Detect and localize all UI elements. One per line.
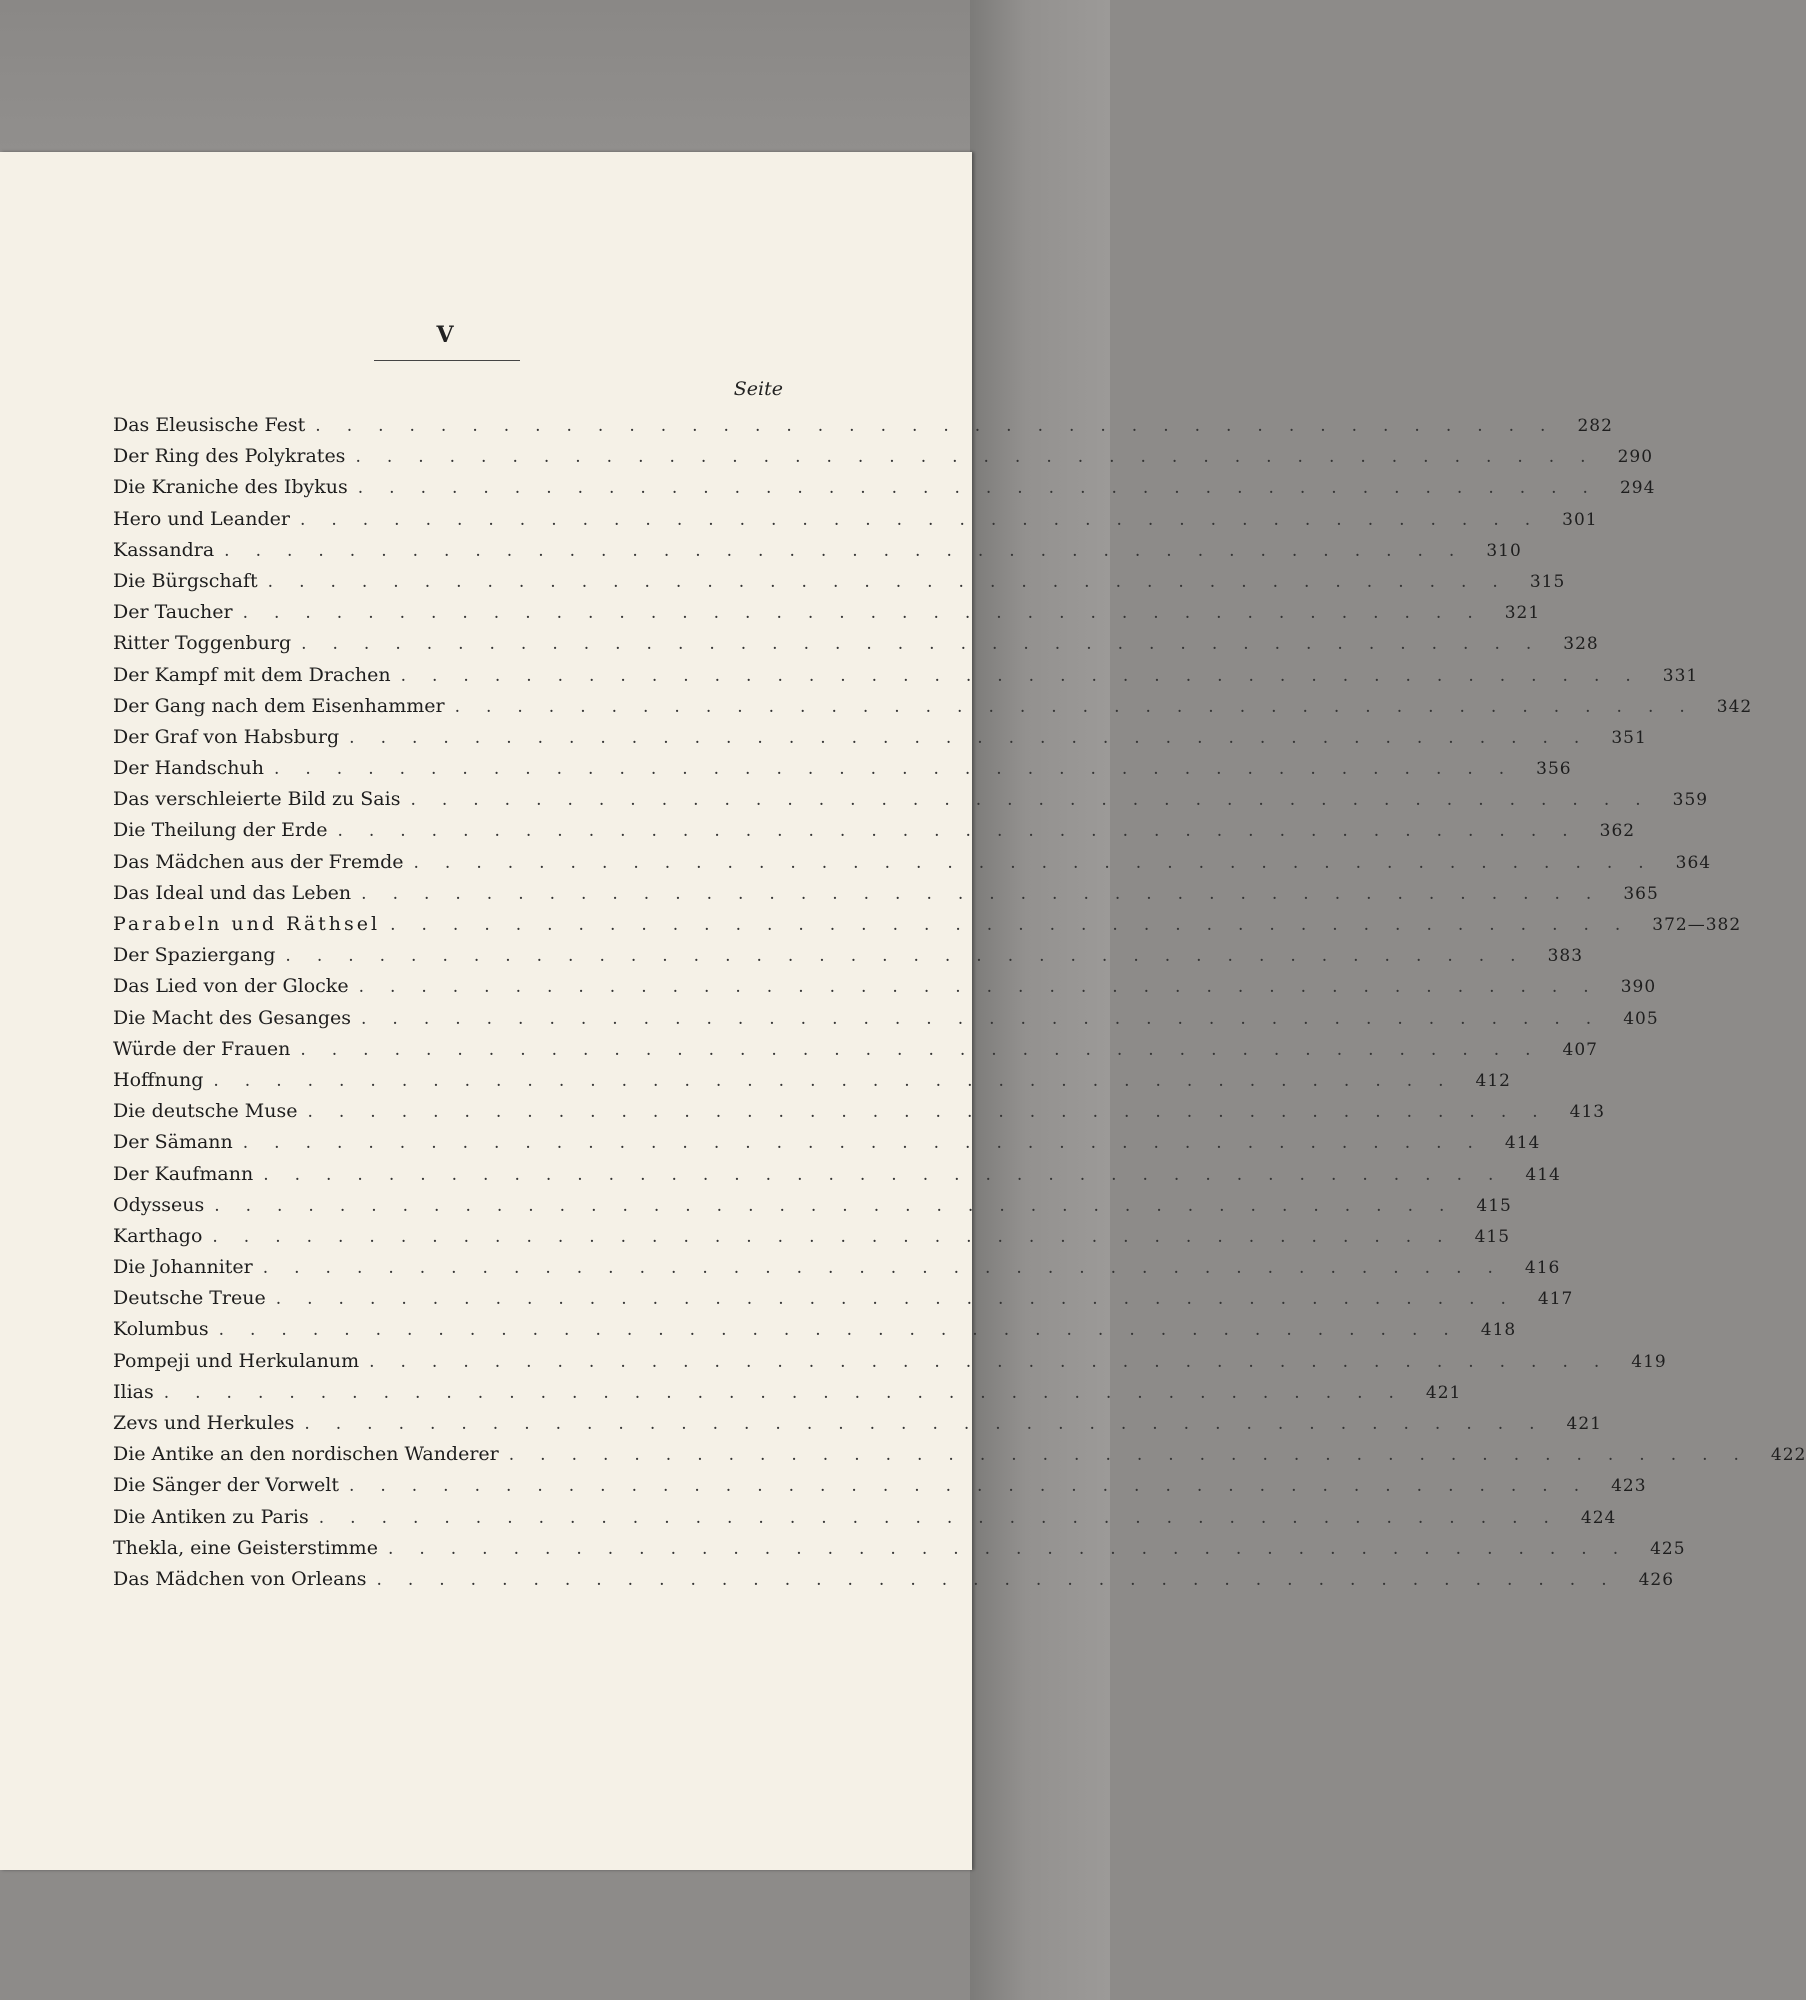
dot-leader: ........................................ (348, 1476, 1606, 1497)
toc-entry-page: 321 (1504, 603, 1541, 624)
toc-entry-page: 356 (1536, 759, 1572, 780)
toc-entry-page: 424 (1580, 1507, 1617, 1528)
dot-leader: ........................................ (369, 1351, 1626, 1372)
dot-leader: ........................................ (301, 634, 1558, 655)
toc-entry-title: Der Kaufmann (113, 1162, 254, 1185)
toc-entry-title: Der Gang nach dem Eisenhammer (113, 694, 445, 717)
dot-leader: ........................................ (390, 915, 1647, 935)
toc-entry (113, 410, 1613, 441)
dot-leader: ........................................ (361, 883, 1618, 904)
toc-entry-page: 407 (1562, 1039, 1598, 1060)
toc-entry-page: 425 (1650, 1538, 1686, 1559)
toc-entry-page: 422 (1770, 1445, 1806, 1466)
toc-entry-title: Odysseus (113, 1193, 205, 1216)
toc-entry-title: Parabeln und Räthsel (113, 913, 381, 935)
toc-entry (113, 753, 1572, 784)
dot-leader: ........................................ (410, 790, 1667, 811)
dot-leader: ........................................ (355, 447, 1612, 468)
toc-entry-page: 414 (1525, 1164, 1561, 1185)
dot-leader: ........................................ (262, 1258, 1519, 1279)
toc-entry-title: Das verschleierte Bild zu Sais (113, 788, 401, 811)
dot-leader: ........................................ (337, 821, 1594, 842)
toc-entry (113, 504, 1598, 535)
toc-entry-page: 342 (1716, 696, 1753, 717)
dot-leader: ........................................ (413, 852, 1670, 873)
dot-leader: ........................................ (267, 571, 1524, 592)
dot-leader: ........................................ (349, 727, 1606, 748)
toc-entry-page: 405 (1623, 1008, 1659, 1029)
toc-entry-title: Die Johanniter (113, 1256, 253, 1279)
toc-entry-title: Hero und Leander (113, 507, 290, 530)
dot-leader: ........................................ (400, 665, 1657, 686)
dot-leader: ........................................ (214, 1195, 1471, 1216)
toc-entry (113, 1314, 1517, 1345)
dot-leader: ........................................ (218, 1320, 1475, 1341)
dot-leader: ........................................ (357, 478, 1614, 499)
toc-entry-page: 413 (1569, 1102, 1606, 1123)
toc-entry-title: Das Mädchen aus der Fremde (113, 850, 404, 873)
column-header: Seite (733, 378, 783, 400)
toc-entry-title: Das Ideal und das Leben (113, 881, 352, 904)
toc-entry-page: 294 (1619, 478, 1656, 499)
toc-entry-page: 364 (1675, 852, 1712, 873)
dot-leader: ........................................ (315, 416, 1572, 436)
toc-entry (113, 1003, 1659, 1034)
toc-entry-title: Der Handschuh (113, 757, 264, 780)
toc-entry (113, 1439, 1806, 1470)
toc-entry-title: Pompeji und Herkulanum (113, 1349, 360, 1372)
toc-entry-page: 315 (1529, 571, 1566, 592)
toc-entry-title: Der Spaziergang (113, 944, 276, 967)
toc-entry-page: 372—382 (1652, 915, 1742, 935)
dot-leader: ........................................ (285, 946, 1542, 967)
toc-entry-title: Karthago (113, 1224, 203, 1247)
toc-entry (113, 660, 1699, 691)
toc-entry-page: 423 (1611, 1476, 1647, 1497)
toc-entry-title: Das Mädchen von Orleans (113, 1567, 367, 1590)
toc-entry-page: 419 (1631, 1351, 1667, 1372)
toc-entry-page: 383 (1547, 946, 1584, 967)
toc-entry-page: 351 (1611, 727, 1647, 748)
toc-entry-title: Der Sämann (113, 1131, 233, 1154)
backdrop-top (0, 0, 1110, 152)
book-page (0, 152, 1806, 1870)
toc-entry-title: Das Lied von der Glocke (113, 975, 349, 998)
toc-entry (113, 1346, 1667, 1377)
toc-entry-title: Würde der Frauen (113, 1037, 291, 1060)
dot-leader: ........................................ (299, 509, 1557, 530)
toc-entry (113, 1096, 1606, 1127)
dot-leader: ........................................ (224, 540, 1481, 561)
toc-entry (113, 472, 1656, 503)
toc-entry-title: Zevs und Herkules (113, 1412, 295, 1434)
toc-entry-page: 418 (1480, 1320, 1517, 1341)
toc-entry-title: Der Kampf mit dem Drachen (113, 663, 391, 686)
toc-entry-page: 301 (1562, 509, 1598, 530)
toc-entry (113, 1190, 1512, 1221)
toc-entry-page: 359 (1672, 790, 1709, 811)
dot-leader: ........................................ (274, 759, 1531, 780)
toc-entry-title: Kassandra (113, 538, 215, 561)
toc-entry-page: 426 (1638, 1569, 1675, 1590)
dot-leader: ........................................ (454, 696, 1711, 717)
dot-leader: ........................................ (387, 1538, 1645, 1559)
toc-entry (113, 971, 1657, 1002)
toc-entry-title: Ritter Toggenburg (113, 632, 292, 655)
toc-entry (113, 1221, 1511, 1252)
toc-entry (113, 1034, 1598, 1065)
toc-entry-page: 282 (1577, 416, 1613, 436)
dot-leader: ........................................ (263, 1164, 1520, 1185)
toc-entry (113, 909, 1742, 940)
toc-entry-page: 331 (1662, 665, 1699, 686)
toc-entry (113, 1564, 1675, 1595)
toc-entry-page: 290 (1617, 447, 1654, 468)
toc-entry-page: 421 (1566, 1414, 1602, 1434)
toc-entry (113, 1065, 1511, 1096)
toc-entry-page: 412 (1475, 1070, 1511, 1091)
toc-entry (113, 722, 1647, 753)
table-of-contents (113, 410, 1806, 1595)
toc-entry-title: Der Graf von Habsburg (113, 725, 340, 748)
toc-entry-title: Hoffnung (113, 1068, 204, 1091)
toc-entry (113, 1159, 1561, 1190)
toc-entry-title: Die Antiken zu Paris (113, 1505, 309, 1528)
header-rule (374, 360, 520, 361)
toc-entry-title: Die Kraniche des Ibykus (113, 476, 348, 499)
dot-leader: ........................................ (212, 1226, 1469, 1247)
toc-entry-page: 415 (1476, 1195, 1512, 1216)
dot-leader: ........................................ (361, 1008, 1618, 1029)
toc-entry-title: Thekla, eine Geisterstimme (113, 1536, 378, 1559)
toc-entry-page: 415 (1474, 1226, 1511, 1247)
toc-entry (113, 1470, 1647, 1501)
toc-entry-page: 416 (1524, 1258, 1561, 1279)
toc-entry (113, 566, 1566, 597)
toc-entry-title: Der Taucher (113, 601, 233, 624)
toc-entry (113, 1127, 1541, 1158)
toc-entry (113, 815, 1636, 846)
dot-leader: ........................................ (163, 1382, 1420, 1403)
toc-entry-page: 417 (1537, 1289, 1574, 1310)
toc-entry-title: Die Macht des Gesanges (113, 1006, 352, 1029)
dot-leader: ........................................ (376, 1569, 1633, 1590)
toc-entry-title: Die deutsche Muse (113, 1100, 298, 1123)
toc-entry-title: Das Eleusische Fest (113, 414, 306, 436)
toc-entry-title: Die Sänger der Vorwelt (113, 1474, 339, 1497)
toc-entry (113, 847, 1712, 878)
dot-leader: ........................................ (242, 603, 1499, 624)
toc-entry (113, 535, 1522, 566)
toc-entry (113, 1283, 1574, 1314)
toc-entry-page: 362 (1599, 821, 1636, 842)
toc-entry-page: 365 (1623, 883, 1659, 904)
dot-leader: ........................................ (307, 1102, 1564, 1123)
toc-entry-page: 414 (1504, 1133, 1541, 1154)
dot-leader: ........................................ (358, 977, 1615, 998)
toc-entry-page: 421 (1425, 1382, 1462, 1403)
dot-leader: ........................................ (508, 1445, 1765, 1466)
toc-entry-title: Die Antike an den nordischen Wanderer (113, 1443, 499, 1466)
toc-entry-page: 310 (1486, 540, 1522, 561)
toc-entry (113, 1533, 1686, 1564)
toc-entry (113, 940, 1584, 971)
toc-entry-page: 390 (1620, 977, 1657, 998)
toc-entry (113, 441, 1654, 472)
dot-leader: ........................................ (300, 1039, 1557, 1060)
toc-entry (113, 628, 1599, 659)
toc-entry (113, 1502, 1617, 1533)
toc-entry-title: Der Ring des Polykrates (113, 445, 346, 468)
dot-leader: ........................................ (242, 1133, 1499, 1154)
toc-entry-page: 328 (1563, 634, 1599, 655)
dot-leader: ........................................ (318, 1507, 1575, 1528)
toc-entry-title: Kolumbus (113, 1318, 209, 1341)
dot-leader: ........................................ (304, 1414, 1561, 1434)
toc-entry (113, 878, 1659, 909)
toc-entry-title: Die Theilung der Erde (113, 819, 328, 842)
toc-entry (113, 1408, 1602, 1439)
page-number: V (436, 322, 454, 348)
toc-entry-title: Ilias (113, 1380, 154, 1403)
dot-leader: ........................................ (213, 1070, 1470, 1091)
toc-entry (113, 597, 1541, 628)
toc-entry (113, 1252, 1561, 1283)
toc-entry (113, 784, 1709, 815)
toc-entry (113, 691, 1753, 722)
toc-entry (113, 1377, 1462, 1408)
toc-entry-title: Deutsche Treue (113, 1287, 266, 1310)
dot-leader: ........................................ (275, 1289, 1532, 1310)
toc-entry-title: Die Bürgschaft (113, 569, 258, 592)
